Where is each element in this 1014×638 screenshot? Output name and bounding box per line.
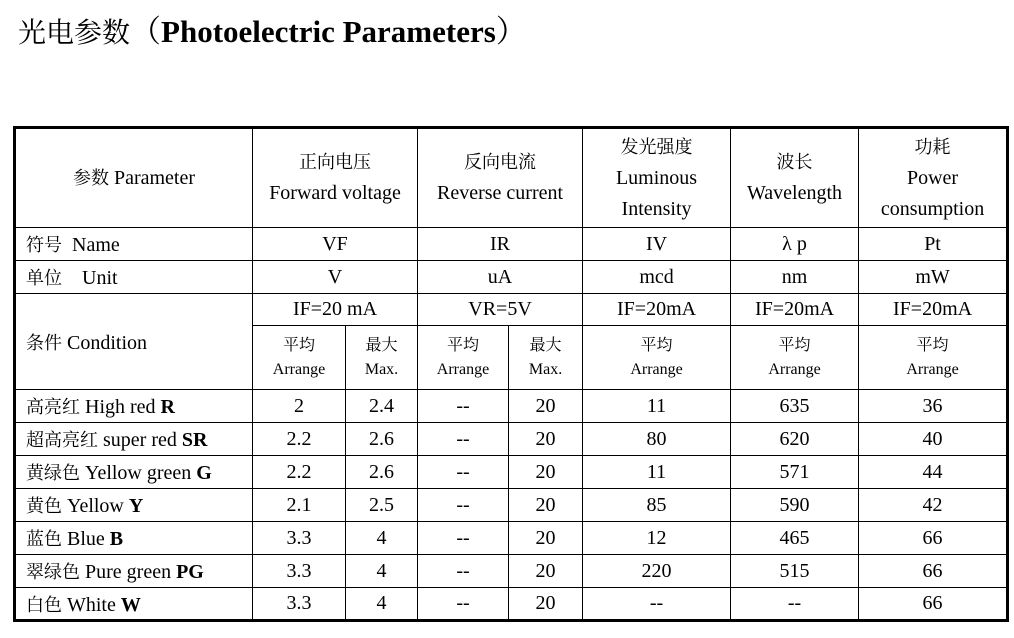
row-label-cn: 白色 — [26, 594, 62, 616]
header-forward-voltage — [253, 128, 418, 228]
table-row — [15, 456, 1008, 489]
header-power-cn: 功耗 — [914, 136, 951, 158]
photoelectric-parameters-table — [13, 126, 1009, 622]
cell-wl: 620 — [731, 423, 859, 456]
header-wavelength-en: Wavelength — [747, 182, 843, 204]
row-code: R — [160, 396, 175, 418]
header-luminous-en2: Intensity — [621, 197, 692, 220]
row-label-cn: 高亮红 — [26, 397, 80, 418]
cell-iv: 12 — [583, 522, 731, 555]
row-label-en: Pure green — [85, 561, 172, 583]
row-label — [15, 489, 253, 522]
condition-label — [15, 294, 253, 390]
sub-pt-avg-cn: 平均 — [916, 334, 949, 354]
cell-iv: 220 — [583, 555, 731, 588]
condition-label-cn: 条件 — [26, 332, 62, 354]
cell-iv: 85 — [583, 489, 731, 522]
sub-ir-max-en: Max. — [528, 360, 563, 378]
sub-wl-avg-cn: 平均 — [778, 334, 811, 354]
condition-label-en: Condition — [67, 331, 148, 354]
header-parameter-cn: 参数 — [72, 167, 109, 189]
cell-vf-avg: 2 — [253, 390, 346, 423]
header-reverse-current-en: Reverse current — [437, 182, 564, 204]
header-luminous-intensity — [583, 128, 731, 228]
sub-vf-avg-en: Arrange — [272, 360, 326, 378]
row-label — [15, 390, 253, 423]
cell-ir-avg: -- — [418, 489, 509, 522]
cell-pt: 44 — [859, 456, 1008, 489]
row-label-cn: 超高亮红 — [26, 430, 98, 451]
cell-pt: 66 — [859, 588, 1008, 621]
condition-vf: IF=20 mA — [253, 294, 418, 326]
cell-pt: 36 — [859, 390, 1008, 423]
title-en: Photoelectric Parameters — [161, 14, 496, 49]
row-label-en: super red — [103, 429, 177, 451]
cell-ir-avg: -- — [418, 522, 509, 555]
row-code: W — [120, 593, 141, 616]
row-label — [15, 555, 253, 588]
sub-pt-avg — [859, 326, 1008, 390]
header-wavelength-cn: 波长 — [776, 152, 813, 173]
sub-wl-avg-en: Arrange — [768, 360, 821, 378]
header-wavelength — [731, 128, 859, 228]
name-lp: λ p — [731, 228, 859, 261]
sub-ir-max — [509, 326, 583, 390]
name-label — [15, 228, 253, 261]
header-parameter-en: Parameter — [113, 166, 196, 189]
header-row — [15, 128, 1008, 228]
cell-vf-avg: 2.2 — [253, 423, 346, 456]
unit-label-en: Unit — [82, 267, 118, 289]
name-label-en: Name — [72, 234, 120, 256]
header-luminous-en1: Luminous — [615, 166, 698, 189]
cell-iv: -- — [583, 588, 731, 621]
unit-ua: uA — [418, 261, 583, 294]
cell-pt: 66 — [859, 522, 1008, 555]
row-code: G — [196, 462, 212, 484]
cell-vf-avg: 2.2 — [253, 456, 346, 489]
sub-vf-max-en: Max. — [364, 360, 399, 378]
name-label-cn: 符号 — [26, 235, 62, 256]
sub-vf-avg-cn: 平均 — [282, 334, 315, 354]
cell-wl: 515 — [731, 555, 859, 588]
sub-iv-avg-cn: 平均 — [640, 334, 673, 354]
cell-ir-max: 20 — [509, 555, 583, 588]
cell-wl: 571 — [731, 456, 859, 489]
table-row — [15, 423, 1008, 456]
condition-row — [15, 294, 1008, 326]
title-open-paren: （ — [130, 14, 162, 49]
cell-ir-max: 20 — [509, 456, 583, 489]
sub-vf-max — [346, 326, 418, 390]
sub-vf-max-cn: 最大 — [365, 334, 398, 354]
cell-wl: 590 — [731, 489, 859, 522]
sub-iv-avg-en: Arrange — [630, 360, 683, 378]
cell-vf-max: 4 — [346, 522, 418, 555]
cell-ir-max: 20 — [509, 489, 583, 522]
cell-wl: 465 — [731, 522, 859, 555]
cell-vf-avg: 3.3 — [253, 555, 346, 588]
cell-vf-max: 4 — [346, 555, 418, 588]
header-reverse-current-cn: 反向电流 — [464, 152, 537, 173]
condition-iv: IF=20mA — [583, 294, 731, 326]
cell-iv: 11 — [583, 456, 731, 489]
row-label-cn: 黄色 — [26, 496, 62, 517]
row-code: B — [109, 528, 124, 550]
unit-v: V — [253, 261, 418, 294]
unit-label-cn: 单位 — [26, 268, 62, 289]
row-label-en: Yellow — [67, 495, 124, 517]
cell-vf-max: 4 — [346, 588, 418, 621]
row-label-cn: 黄绿色 — [26, 463, 80, 484]
sub-ir-avg — [418, 326, 509, 390]
header-power — [859, 128, 1008, 228]
name-ir: IR — [418, 228, 583, 261]
title-close-paren: ） — [495, 14, 527, 49]
header-power-en1: Power — [906, 166, 959, 189]
table-row — [15, 555, 1008, 588]
cell-ir-max: 20 — [509, 522, 583, 555]
sub-pt-avg-en: Arrange — [906, 360, 959, 378]
unit-nm: nm — [731, 261, 859, 294]
cell-iv: 11 — [583, 390, 731, 423]
row-label-en: Yellow green — [85, 462, 192, 484]
unit-label — [15, 261, 253, 294]
row-code: Y — [128, 495, 144, 517]
header-forward-voltage-en: Forward voltage — [269, 182, 401, 204]
row-code: PG — [176, 561, 204, 583]
unit-mcd: mcd — [583, 261, 731, 294]
table-row — [15, 522, 1008, 555]
cell-vf-max: 2.6 — [346, 423, 418, 456]
row-label — [15, 588, 253, 621]
cell-vf-max: 2.5 — [346, 489, 418, 522]
cell-ir-max: 20 — [509, 588, 583, 621]
header-parameter — [15, 128, 253, 228]
name-vf: VF — [253, 228, 418, 261]
cell-ir-avg: -- — [418, 456, 509, 489]
sub-iv-avg — [583, 326, 731, 390]
name-row — [15, 228, 1008, 261]
row-label-en: White — [67, 593, 116, 616]
row-label — [15, 423, 253, 456]
sub-vf-avg — [253, 326, 346, 390]
cell-ir-max: 20 — [509, 423, 583, 456]
sub-ir-avg-cn: 平均 — [447, 334, 480, 354]
table-row — [15, 489, 1008, 522]
cell-pt: 40 — [859, 423, 1008, 456]
header-power-en2: consumption — [880, 197, 985, 220]
unit-mw: mW — [859, 261, 1008, 294]
cell-vf-avg: 2.1 — [253, 489, 346, 522]
condition-pt: IF=20mA — [859, 294, 1008, 326]
cell-iv: 80 — [583, 423, 731, 456]
unit-row — [15, 261, 1008, 294]
row-label — [15, 456, 253, 489]
cell-ir-max: 20 — [509, 390, 583, 423]
row-label-cn: 蓝色 — [26, 529, 62, 550]
header-forward-voltage-cn: 正向电压 — [299, 152, 371, 173]
table-row — [15, 588, 1008, 621]
cell-pt: 42 — [859, 489, 1008, 522]
cell-wl: 635 — [731, 390, 859, 423]
row-label-en: Blue — [67, 528, 105, 550]
cell-wl: -- — [731, 588, 859, 621]
row-label — [15, 522, 253, 555]
header-luminous-cn: 发光强度 — [620, 136, 693, 158]
title-cn: 光电参数 — [18, 16, 131, 49]
name-iv: IV — [583, 228, 731, 261]
cell-vf-avg: 3.3 — [253, 588, 346, 621]
cell-ir-avg: -- — [418, 423, 509, 456]
row-label-en: High red — [85, 396, 156, 418]
cell-ir-avg: -- — [418, 390, 509, 423]
row-label-cn: 翠绿色 — [26, 562, 80, 583]
cell-ir-avg: -- — [418, 555, 509, 588]
page-title — [18, 12, 527, 53]
cell-vf-avg: 3.3 — [253, 522, 346, 555]
cell-pt: 66 — [859, 555, 1008, 588]
header-reverse-current — [418, 128, 583, 228]
condition-wl: IF=20mA — [731, 294, 859, 326]
sub-ir-avg-en: Arrange — [436, 360, 490, 378]
sub-wl-avg — [731, 326, 859, 390]
row-code: SR — [181, 429, 208, 451]
table-row — [15, 390, 1008, 423]
cell-vf-max: 2.6 — [346, 456, 418, 489]
cell-vf-max: 2.4 — [346, 390, 418, 423]
name-pt: Pt — [859, 228, 1008, 261]
cell-ir-avg: -- — [418, 588, 509, 621]
condition-ir: VR=5V — [418, 294, 583, 326]
sub-ir-max-cn: 最大 — [529, 334, 562, 354]
